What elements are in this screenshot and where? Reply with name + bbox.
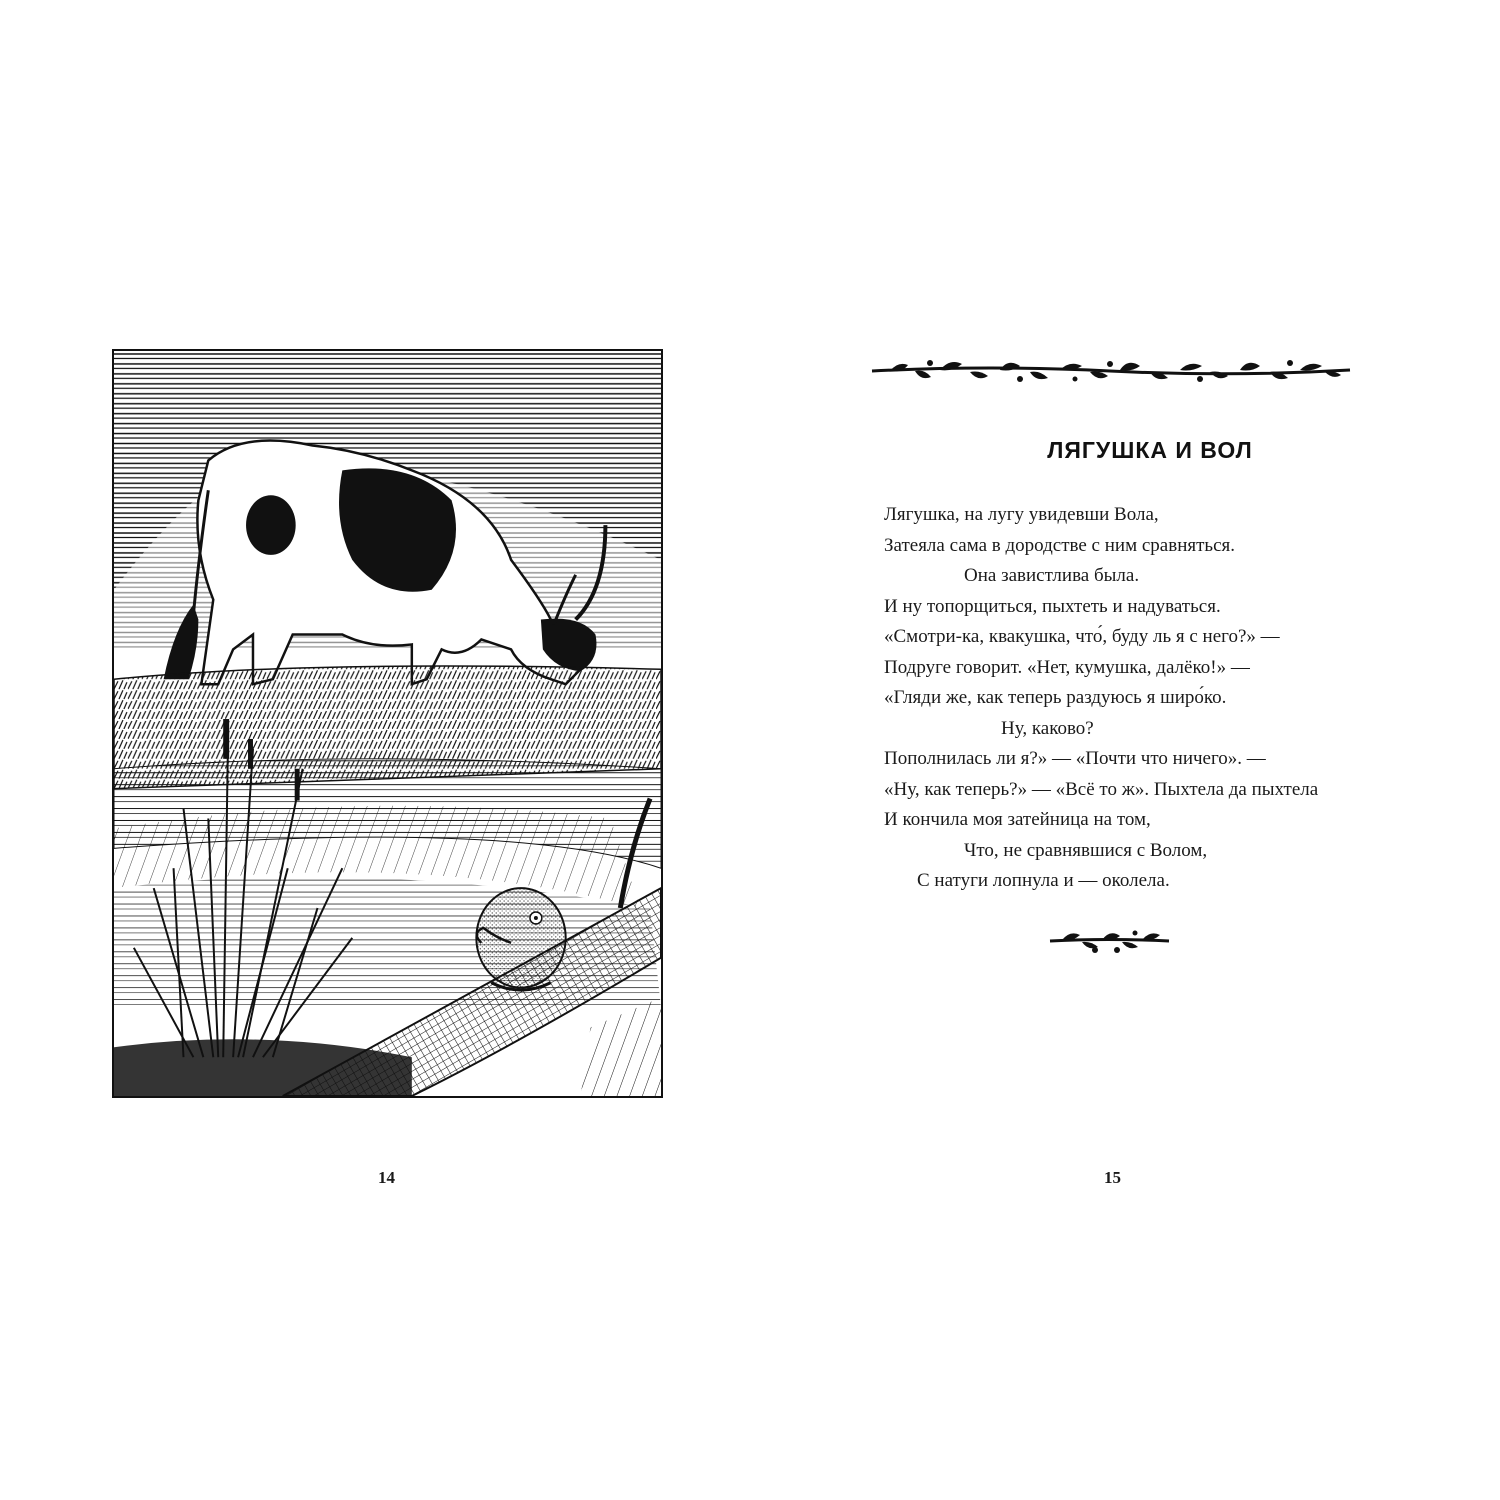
poem-line: Пополнилась ли я?» — «Почти что ничего». — [884, 748, 1266, 769]
poem-line: Подруге говорит. «Нет, кумушка, далёко!» — [884, 656, 1250, 678]
poem-line: «Гляди же, как теперь раздуюсь я широ́ко. [884, 687, 1227, 708]
poem-line: С натуги лопнула и — околела. [917, 870, 1170, 891]
floral-vine-ornament-icon [870, 355, 1352, 385]
poem-title-text: ЛЯГУШКА И ВОЛ [1047, 437, 1253, 463]
engraving-illustration [114, 351, 661, 1096]
right-page [750, 0, 1500, 1500]
poem-line: И кончила моя затейница на том, [884, 809, 1151, 830]
poem-title [750, 437, 1470, 464]
poem-line: «Ну, как теперь?» — «Всё то ж». Пыхтела да пыхтела [884, 778, 1319, 800]
poem-line: Она завистлива была. [964, 565, 1140, 586]
poem-line: Ну, каково? [1001, 717, 1094, 739]
page-number-right: 15 [1104, 1168, 1121, 1187]
poem-line: Лягушка, на лугу увидевши Вола, [884, 504, 1159, 525]
poem-line: Затеяла сама в дородстве с ним сравняться. [884, 534, 1235, 556]
poem-body [884, 500, 1318, 897]
poem-line: «Смотри-ка, квакушка, что́, буду ль я с него?» — [884, 626, 1280, 647]
floral-sprig-ornament-icon [1047, 926, 1172, 956]
page-number-left: 14 [378, 1168, 395, 1187]
poem-line: Что, не сравнявшися с Волом, [964, 839, 1208, 861]
frog-figure [476, 888, 565, 990]
illustration-ox-and-frog [112, 349, 663, 1098]
poem-line: И ну топорщиться, пыхтеть и надуваться. [884, 595, 1221, 617]
